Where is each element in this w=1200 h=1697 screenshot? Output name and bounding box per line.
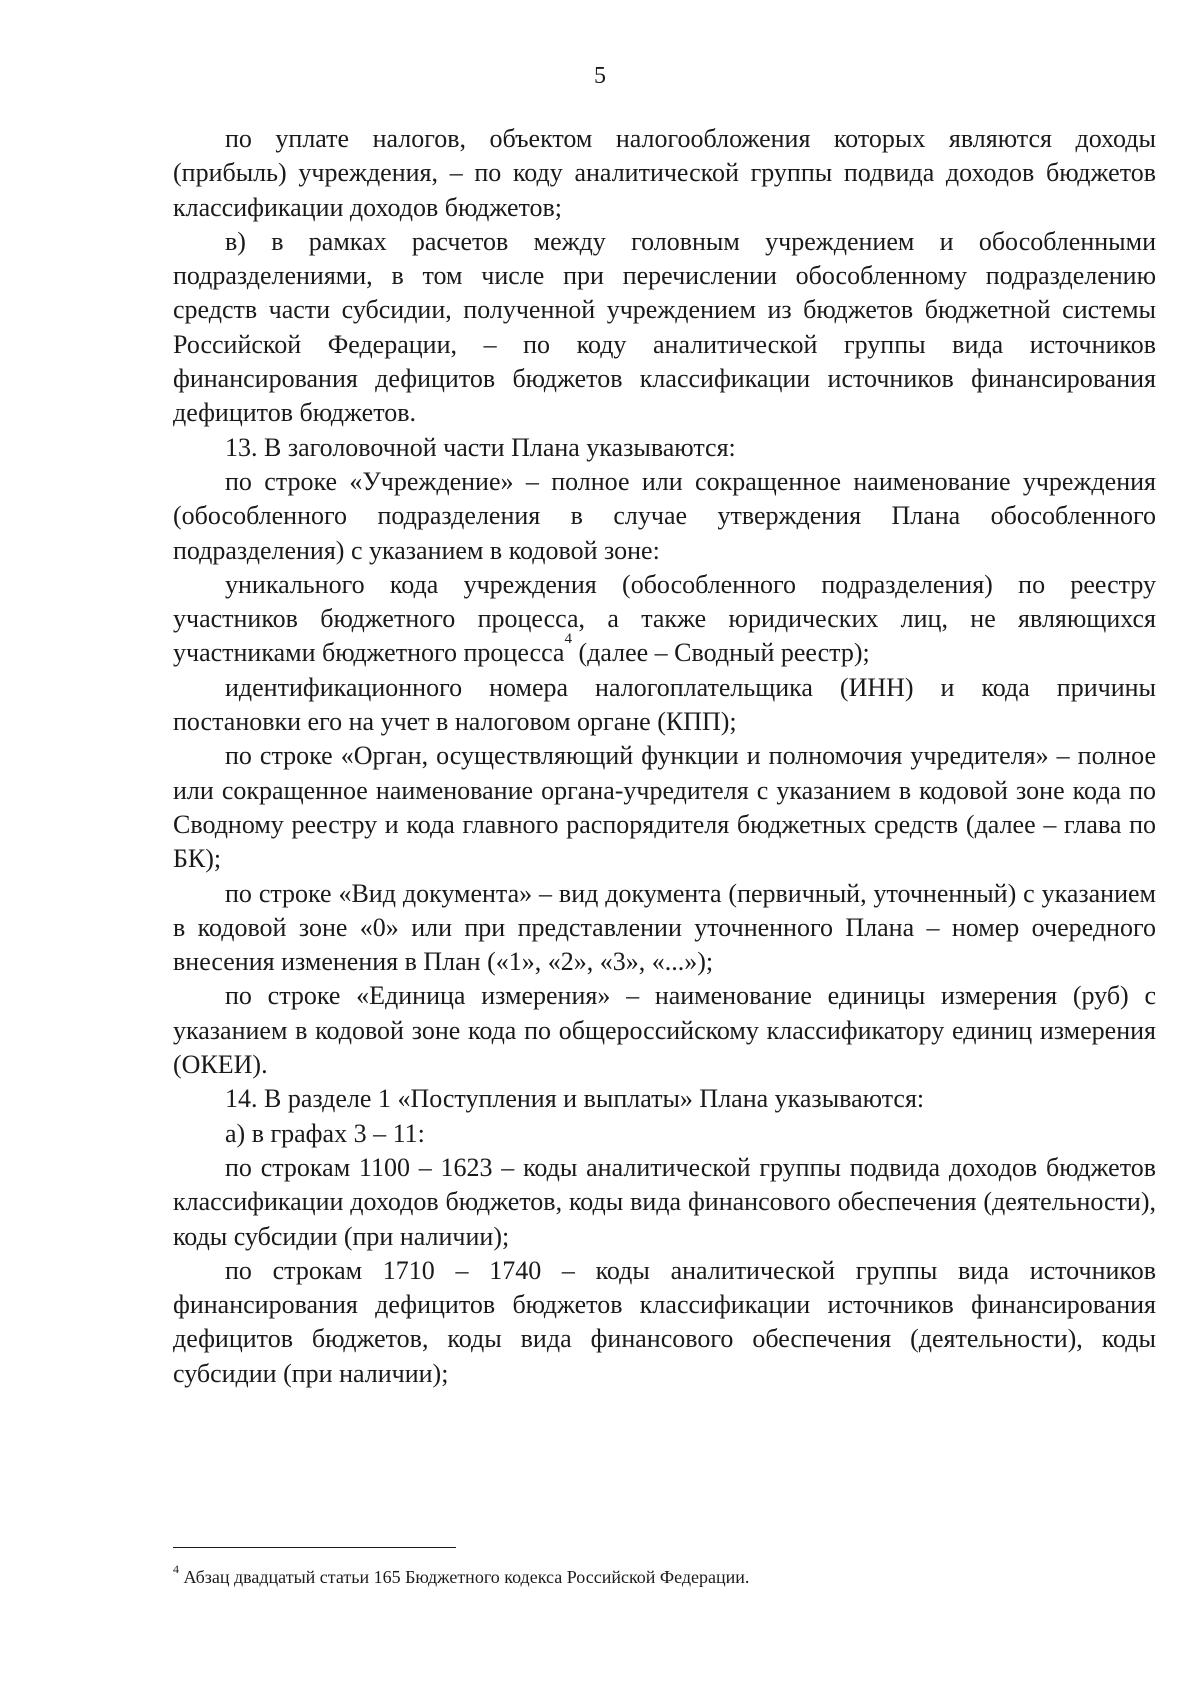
paragraph-unique-code: [173, 568, 1156, 671]
footnote-reference[interactable]: 4: [564, 631, 572, 648]
paragraph-inn-kpp: идентификационного номера налогоплательщика (ИНН) и кода причины постановки его на учет в налоговом органе (КПП);: [173, 672, 1156, 737]
paragraph-document-type: по строке «Вид документа» – вид документа (первичный, уточненный) с указанием в кодовой зоне «0» или при представлении уточненного Плана – номер очередного внесения изменения в План («1», «2», «3», «...»);: [173, 878, 1156, 977]
footnote-mark: 4: [173, 1562, 179, 1576]
paragraph-unique-code-tail: (далее – Сводный реестр);: [571, 638, 870, 668]
footnote-separator: [173, 1547, 456, 1548]
page-number: 5: [594, 63, 606, 89]
paragraph-rows-1100-1623: по строкам 1100 – 1623 – коды аналитической группы подвида доходов бюджетов классификации доходов бюджетов, коды вида финансового обеспечения (деятельности), коды субсидии (при наличии);: [173, 1152, 1156, 1251]
paragraph-unit-of-measure: по строке «Единица измерения» – наименование единицы измерения (руб) с указанием в кодовой зоне кода по общероссийскому классификатору единиц измерения (ОКЕИ).: [173, 981, 1156, 1080]
document-body: [173, 122, 1156, 1391]
paragraph-taxes: по уплате налогов, объектом налогообложения которых являются доходы (прибыль) учреждения, – по коду аналитической группы подвида доходов бюджетов классификации доходов бюджетов;: [173, 124, 1156, 222]
paragraph-rows-1710-1740: по строкам 1710 – 1740 – коды аналитической группы вида источников финансирования дефицитов бюджетов классификации источников финансирования дефицитов бюджетов, коды вида финансового обеспечения (деятельности), коды субсидии (при наличии);: [173, 1255, 1156, 1388]
footnote-text: Абзац двадцатый статьи 165 Бюджетного кодекса Российской Федерации.: [179, 1567, 750, 1587]
paragraph-13-heading: 13. В заголовочной части Плана указываются:: [225, 432, 736, 462]
footnote: [173, 1562, 1156, 1589]
paragraph-item-a: а) в графах 3 – 11:: [225, 1118, 425, 1148]
paragraph-institution-line: по строке «Учреждение» – полное или сокращенное наименование учреждения (обособленного подразделения в случае утверждения Плана обособленного подразделения) с указанием в кодовой зоне:: [173, 466, 1156, 565]
paragraph-item-v: в) в рамках расчетов между головным учреждением и обособленными подразделениями, в том числе при перечислении обособленному подразделению средств части субсидии, полученной учреждением из бюджетов бюджетной системы Российской Федерации, – по коду аналитической группы вида источников финансирования дефицитов бюджетов классификации источников финансирования дефицитов бюджетов.: [173, 226, 1156, 428]
paragraph-unique-code-text: уникального кода учреждения (обособленного подразделения) по реестру участников бюджетного процесса, а также юридических лиц, не являющихся участниками бюджетного процесса: [173, 569, 1156, 668]
paragraph-founder-body: по строке «Орган, осуществляющий функции и полномочия учредителя» – полное или сокращенное наименование органа-учредителя с указанием в кодовой зоне кода по Сводному реестру и кода главного распорядителя бюджетных средств (далее – глава по БК);: [173, 741, 1156, 874]
paragraph-14-heading: 14. В разделе 1 «Поступления и выплаты» Плана указываются:: [225, 1084, 925, 1114]
